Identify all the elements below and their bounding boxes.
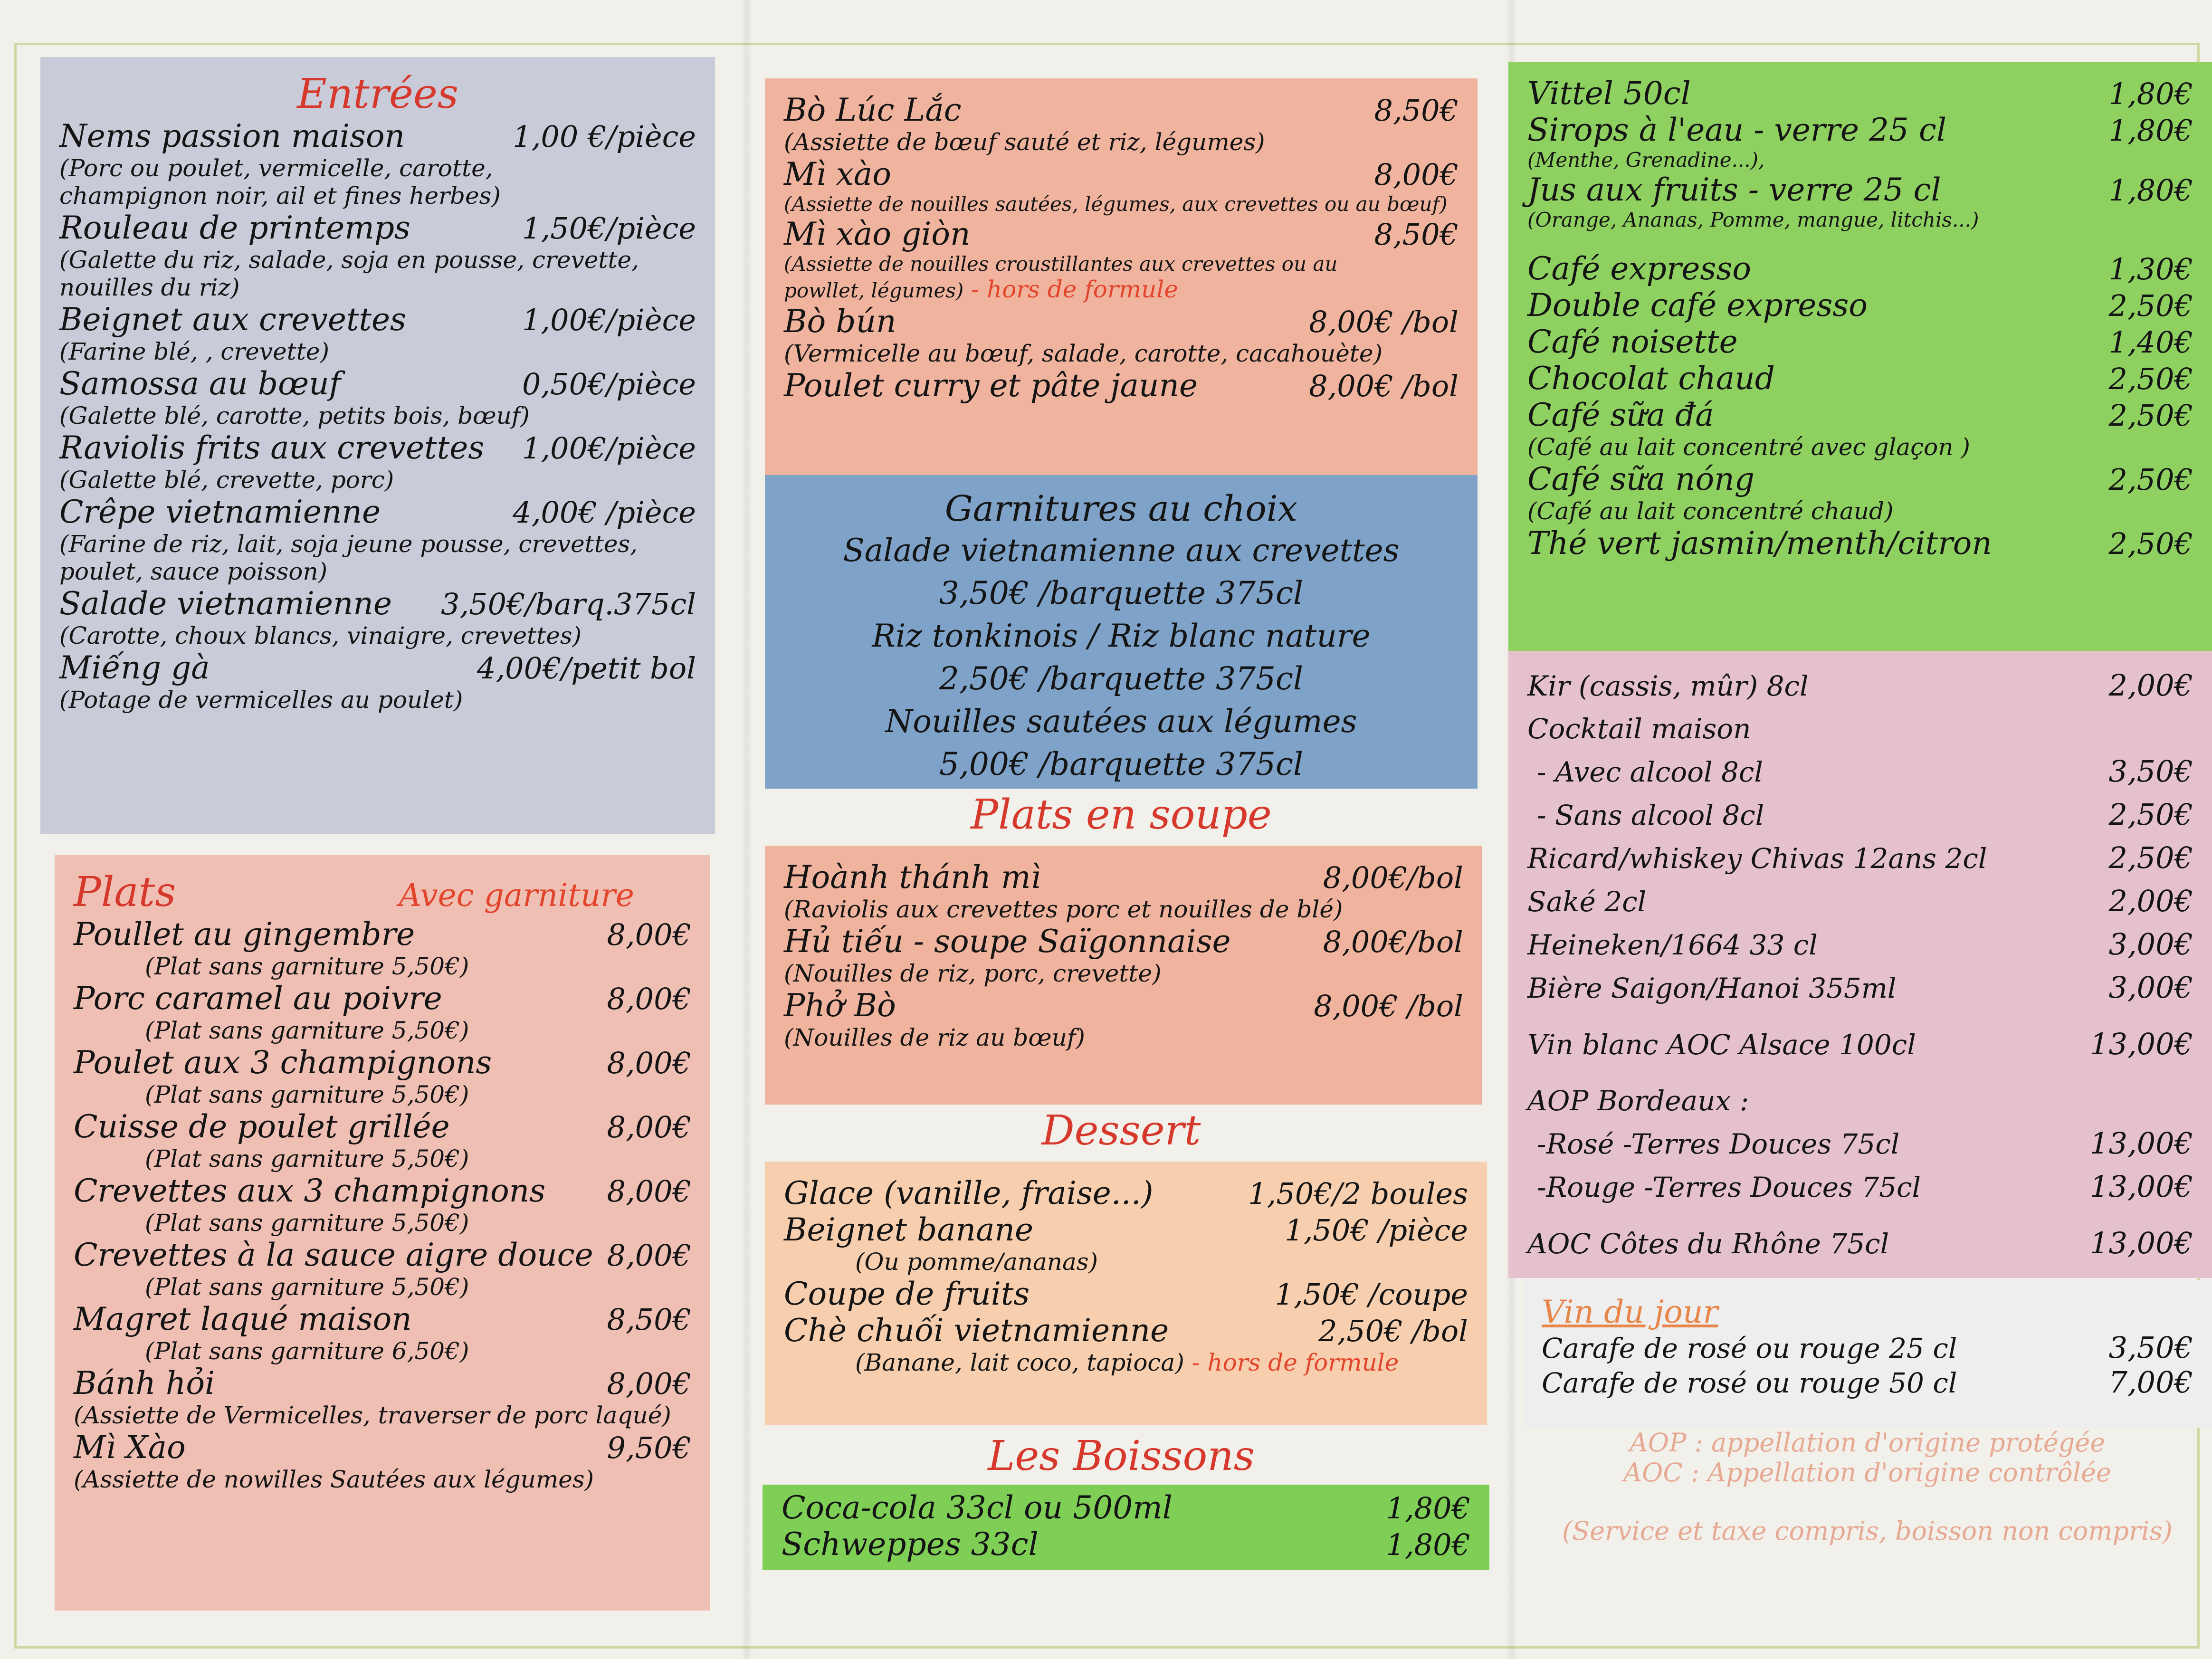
boissons-panel xyxy=(763,1485,1489,1570)
menu-item-row xyxy=(784,156,1459,192)
item-description: (Café au lait concentré chaud) xyxy=(1527,497,1894,525)
menu-item-row xyxy=(784,859,1463,896)
item-name: -Rosé -Terres Douces 75cl xyxy=(1537,1128,1900,1160)
menu-item-row xyxy=(1527,966,2193,1010)
item-description: (Porc ou poulet, vermicelle, carotte, xyxy=(59,154,493,182)
item-description: (Farine de riz, lait, soja jeune pousse, crevettes, xyxy=(59,530,638,558)
item-price: 2,50€ xyxy=(2108,398,2193,433)
menu-item-row xyxy=(1527,461,2193,497)
item-name: Poullet au gingembre xyxy=(74,916,415,953)
item-name: Café sữa đá xyxy=(1527,397,1714,433)
menu-item-row xyxy=(1527,172,2193,208)
item-price: 1,80€ xyxy=(2108,173,2193,208)
item-name: Cuisse de poulet grillée xyxy=(74,1108,450,1145)
item-description: (Potage de vermicelles au poulet) xyxy=(59,686,463,714)
entrees-title: Entrées xyxy=(297,70,458,118)
menu-item-row xyxy=(74,1429,691,1466)
item-price: 2,00€ xyxy=(2108,884,2193,918)
aop-note: AOP : appellation d'origine protégée xyxy=(1629,1428,2106,1458)
item-description: (Assiette de nouilles croustillantes aux crevettes ou au xyxy=(784,252,1338,276)
menu-item-row xyxy=(1527,837,2193,880)
item-description: poulet, sauce poisson) xyxy=(59,558,328,585)
item-price: 1,80€ xyxy=(2108,113,2193,148)
item-name: Porc caramel au poivre xyxy=(74,980,442,1017)
item-price: 1,50€ /coupe xyxy=(1275,1277,1468,1312)
garnitures-panel xyxy=(765,475,1478,789)
alcool-list xyxy=(1527,664,2193,1265)
menu-item-row xyxy=(1527,880,2193,923)
menu-item-row xyxy=(1527,1023,2193,1066)
item-price: 8,00€ /bol xyxy=(1314,989,1463,1023)
item-name: Café sữa nóng xyxy=(1527,461,1755,497)
soupe-title: Plats en soupe xyxy=(971,791,1272,839)
item-description-line xyxy=(784,1248,1468,1276)
item-price: 3,50€ xyxy=(2108,754,2193,789)
item-name: Cocktail maison xyxy=(1527,713,1751,745)
menu-item-row xyxy=(74,980,691,1017)
alcool-panel xyxy=(1508,651,2212,1278)
service-note: (Service et taxe compris, boisson non compris) xyxy=(1562,1516,2173,1546)
menu-item-row xyxy=(74,1044,691,1081)
menu-item-row xyxy=(59,301,696,338)
item-price: 13,00€ xyxy=(2090,1226,2193,1260)
item-description-line xyxy=(784,276,1459,303)
item-description: (Galette blé, crevette, porc) xyxy=(59,466,394,494)
menu-item-row xyxy=(59,118,696,154)
menu-item-row xyxy=(59,649,696,686)
garnitures-title: Garnitures au choix xyxy=(944,488,1298,529)
item-name: Phở Bò xyxy=(784,987,896,1024)
item-description: (Galette du riz, salade, soja en pousse, crevette, xyxy=(59,246,639,274)
menu-item-row xyxy=(784,92,1459,128)
menu-item-row xyxy=(1527,360,2193,397)
item-price: 2,50€ xyxy=(2108,362,2193,396)
soupe-list xyxy=(784,859,1463,1051)
item-description-line xyxy=(784,1349,1468,1376)
item-description: (Farine blé, , crevette) xyxy=(59,338,329,365)
item-price: 1,00€/pièce xyxy=(522,431,696,466)
spacer xyxy=(1527,231,2193,250)
boissons-title: Les Boissons xyxy=(988,1432,1255,1480)
menu-item-row xyxy=(59,494,696,530)
item-name: Hủ tiếu - soupe Saïgonnaise xyxy=(784,923,1231,960)
vin-title: Vin du jour xyxy=(1542,1294,1718,1330)
menu-item-row xyxy=(59,365,696,402)
item-name: - Sans alcool 8cl xyxy=(1537,799,1764,831)
item-description: powllet, légumes) xyxy=(784,279,964,302)
hors-formule-note: - hors de formule xyxy=(963,276,1178,303)
item-description: (Plat sans garniture 6,50€) xyxy=(145,1337,469,1365)
item-name: Thé vert jasmin/menth/citron xyxy=(1527,525,1992,562)
item-description: (Galette blé, carotte, petits bois, bœuf) xyxy=(59,402,530,429)
item-name: Bò Lúc Lắc xyxy=(784,92,962,128)
item-name: Jus aux fruits - verre 25 cl xyxy=(1527,172,1941,208)
dessert-panel xyxy=(765,1162,1487,1425)
menu-item-row xyxy=(1527,112,2193,148)
item-price: 8,00€ /bol xyxy=(1309,305,1459,339)
plats-list xyxy=(74,916,691,1493)
item-description: (Plat sans garniture 5,50€) xyxy=(145,1017,469,1044)
item-price: 13,00€ xyxy=(2090,1027,2193,1061)
item-name: Raviolis frits aux crevettes xyxy=(59,429,485,466)
item-name: Carafe de rosé ou rouge 25 cl xyxy=(1542,1332,1957,1364)
item-price: 8,50€ xyxy=(1374,217,1459,252)
plats-top-list xyxy=(784,92,1459,404)
vin-list xyxy=(1542,1330,2193,1400)
item-name: Coupe de fruits xyxy=(784,1276,1030,1312)
item-name: Hoành thánh mì xyxy=(784,859,1041,896)
item-description: champignon noir, ail et fines herbes) xyxy=(59,182,501,210)
item-description: (Plat sans garniture 5,50€) xyxy=(145,1145,469,1173)
item-description: (Plat sans garniture 5,50€) xyxy=(145,953,469,980)
menu-item-row xyxy=(782,1526,1470,1563)
menu-item-row xyxy=(74,1301,691,1337)
menu-item-row xyxy=(784,1276,1468,1312)
dessert-title: Dessert xyxy=(1041,1107,1201,1154)
item-price: 3,50€ xyxy=(2108,1330,2193,1365)
item-price: 8,00€/bol xyxy=(1323,860,1463,895)
item-description: (Assiette de nowilles Sautées aux légumes) xyxy=(74,1466,594,1493)
item-name: Bò bún xyxy=(784,303,896,340)
item-name: Carafe de rosé ou rouge 50 cl xyxy=(1542,1367,1957,1399)
menu-item-row xyxy=(784,1211,1468,1248)
item-name: Sirops à l'eau - verre 25 cl xyxy=(1527,112,1946,148)
item-price: 1,80€ xyxy=(2108,76,2193,111)
item-price: 1,40€ xyxy=(2108,325,2193,360)
item-price: 1,00 €/pièce xyxy=(513,119,696,154)
menu-item-row xyxy=(59,585,696,622)
menu-item-row xyxy=(74,1173,691,1209)
menu-item-row xyxy=(784,303,1459,340)
item-price: 8,50€ xyxy=(1374,93,1459,128)
menu-item-row xyxy=(782,1489,1470,1526)
item-name: Salade vietnamienne xyxy=(59,585,392,622)
item-name: Ricard/whiskey Chivas 12ans 2cl xyxy=(1527,842,1987,875)
soft-list xyxy=(1527,75,2193,562)
menu-item-row xyxy=(59,210,696,246)
item-name: Mì xào xyxy=(784,156,891,192)
item-price: 13,00€ xyxy=(2090,1126,2193,1161)
item-price: 7,00€ xyxy=(2108,1365,2193,1400)
entrees-panel xyxy=(40,57,715,834)
item-description: (Plat sans garniture 5,50€) xyxy=(145,1273,469,1301)
item-name: -Rouge -Terres Douces 75cl xyxy=(1537,1171,1921,1203)
item-price: 8,00€ xyxy=(607,1238,691,1273)
item-description: (Assiette de nouilles sautées, légumes, aux crevettes ou au bœuf) xyxy=(784,192,1448,216)
garniture-line: Riz tonkinois / Riz blanc nature xyxy=(872,618,1371,654)
item-price: 8,00€/bol xyxy=(1323,925,1463,959)
vin-panel xyxy=(1523,1280,2212,1428)
menu-item-row xyxy=(1527,1079,2193,1122)
item-price: 2,50€ xyxy=(2108,462,2193,497)
item-price: 2,50€ /bol xyxy=(1318,1314,1468,1348)
boissons-list xyxy=(782,1489,1470,1563)
item-price: 3,00€ xyxy=(2108,970,2193,1005)
menu-item-row xyxy=(784,1312,1468,1349)
item-description: (Nouilles de riz, porc, crevette) xyxy=(784,960,1162,987)
item-name: Café expresso xyxy=(1527,250,1751,287)
item-price: 8,00€ xyxy=(1374,157,1459,192)
item-description: (Plat sans garniture 5,50€) xyxy=(145,1209,469,1237)
menu-item-row xyxy=(1527,75,2193,112)
item-price: 1,50€/pièce xyxy=(522,211,696,246)
item-name: Bière Saigon/Hanoi 355ml xyxy=(1527,972,1897,1004)
menu-item-row xyxy=(1527,525,2193,562)
item-price: 1,50€/2 boules xyxy=(1248,1176,1468,1211)
item-name: Nems passion maison xyxy=(59,118,405,154)
item-name: Coca-cola 33cl ou 500ml xyxy=(782,1489,1173,1526)
item-name: Vin blanc AOC Alsace 100cl xyxy=(1527,1029,1916,1061)
garnitures-list xyxy=(784,529,1459,786)
item-price: 1,00€/pièce xyxy=(522,303,696,337)
item-price: 13,00€ xyxy=(2090,1169,2193,1204)
menu-item-row xyxy=(74,1108,691,1145)
item-price: 9,50€ xyxy=(607,1430,691,1465)
item-description: (Menthe, Grenadine...), xyxy=(1527,148,1765,172)
item-name: Chè chuối vietnamienne xyxy=(784,1312,1169,1349)
menu-item-row xyxy=(1527,287,2193,324)
hors-formule-note: - hors de formule xyxy=(1184,1349,1399,1376)
menu-item-row xyxy=(1527,1122,2193,1165)
item-description: (Banane, lait coco, tapioca) xyxy=(855,1349,1184,1376)
item-name: Kir (cassis, mûr) 8cl xyxy=(1527,670,1809,702)
item-name: Glace (vanille, fraise...) xyxy=(784,1175,1154,1211)
menu-item-row xyxy=(1527,397,2193,433)
dessert-list xyxy=(784,1175,1468,1376)
item-description: (Assiette de Vermicelles, traverser de porc laqué) xyxy=(74,1402,671,1429)
item-description: (Raviolis aux crevettes porc et nouilles de blé) xyxy=(784,896,1343,923)
item-price: 8,00€ xyxy=(607,1366,691,1401)
item-name: Vittel 50cl xyxy=(1527,75,1691,112)
plats-subtitle: Avec garniture xyxy=(399,877,634,914)
item-price: 1,80€ xyxy=(1386,1527,1470,1562)
aoc-note: AOC : Appellation d'origine contrôlée xyxy=(1623,1458,2111,1487)
menu-item-row xyxy=(74,916,691,953)
item-name: Samossa au bœuf xyxy=(59,365,341,402)
menu-item-row xyxy=(784,1175,1468,1211)
item-name: Mì Xào xyxy=(74,1429,186,1466)
item-name: Poulet curry et pâte jaune xyxy=(784,367,1198,404)
item-name: AOC Côtes du Rhône 75cl xyxy=(1527,1228,1889,1260)
menu-item-row xyxy=(1527,707,2193,750)
menu-item-row xyxy=(1527,250,2193,287)
item-price: 2,50€ xyxy=(2108,797,2193,832)
item-name: Bánh hỏi xyxy=(74,1365,215,1402)
menu-item-row xyxy=(1527,923,2193,966)
item-price: 8,00€ xyxy=(607,917,691,952)
item-name: - Avec alcool 8cl xyxy=(1537,756,1763,788)
item-price: 8,00€ xyxy=(607,1174,691,1209)
item-price: 8,00€ /bol xyxy=(1309,369,1459,403)
item-name: Beignet banane xyxy=(784,1211,1034,1248)
item-price: 1,50€ /pièce xyxy=(1285,1213,1468,1248)
menu-item-row xyxy=(1542,1330,2193,1365)
menu-item-row xyxy=(1527,324,2193,360)
item-name: Beignet aux crevettes xyxy=(59,301,406,338)
menu-item-row xyxy=(1527,1165,2193,1209)
item-description: (Vermicelle au bœuf, salade, carotte, cacahouète) xyxy=(784,340,1382,367)
garniture-line: 3,50€ /barquette 375cl xyxy=(939,575,1304,611)
item-description: (Nouilles de riz au bœuf) xyxy=(784,1024,1085,1051)
menu-item-row xyxy=(74,1365,691,1402)
item-name: Heineken/1664 33 cl xyxy=(1527,929,1818,961)
item-description: (Ou pomme/ananas) xyxy=(855,1248,1098,1276)
menu-item-row xyxy=(59,429,696,466)
item-name: Schweppes 33cl xyxy=(782,1526,1039,1563)
item-price: 8,00€ xyxy=(607,1046,691,1080)
menu-item-row xyxy=(784,367,1459,404)
item-price: 2,50€ xyxy=(2108,288,2193,323)
item-description: (Orange, Ananas, Pomme, mangue, litchis...) xyxy=(1527,208,1979,231)
item-price: 1,80€ xyxy=(1386,1491,1470,1526)
menu-item-row xyxy=(74,1237,691,1273)
item-price: 8,00€ xyxy=(607,982,691,1016)
footer-notes xyxy=(1523,1428,2212,1546)
item-name: AOP Bordeaux : xyxy=(1527,1085,1749,1117)
item-price: 1,30€ xyxy=(2108,252,2193,286)
item-name: Magret laqué maison xyxy=(74,1301,412,1337)
item-price: 0,50€/pièce xyxy=(522,367,696,401)
item-price: 4,00€/petit bol xyxy=(477,651,696,686)
item-name: Rouleau de printemps xyxy=(59,210,410,246)
item-description: (Plat sans garniture 5,50€) xyxy=(145,1081,469,1108)
menu-item-row xyxy=(784,923,1463,960)
menu-item-row xyxy=(1542,1365,2193,1400)
item-description: nouilles du riz) xyxy=(59,274,240,301)
menu-item-row xyxy=(1527,793,2193,837)
garniture-line: 5,00€ /barquette 375cl xyxy=(939,746,1304,782)
item-name: Double café expresso xyxy=(1527,287,1868,324)
menu-item-row xyxy=(1527,750,2193,793)
menu-item-row xyxy=(1527,664,2193,707)
item-name: Miếng gà xyxy=(59,649,210,686)
item-name: Crêpe vietnamienne xyxy=(59,494,381,530)
plats-title: Plats xyxy=(74,868,176,916)
garniture-line: 2,50€ /barquette 375cl xyxy=(939,660,1304,697)
soft-panel xyxy=(1508,62,2212,651)
entrees-list xyxy=(59,118,696,714)
menu-item-row xyxy=(1527,1222,2193,1265)
menu-item-row xyxy=(784,987,1463,1024)
item-name: Mì xào giòn xyxy=(784,216,971,252)
item-name: Saké 2cl xyxy=(1527,886,1647,918)
item-name: Crevettes à la sauce aigre douce xyxy=(74,1237,593,1273)
soupe-panel xyxy=(765,846,1482,1105)
item-name: Crevettes aux 3 champignons xyxy=(74,1173,546,1209)
menu-item-row xyxy=(784,216,1459,252)
item-name: Poulet aux 3 champignons xyxy=(74,1044,492,1081)
item-description: (Carotte, choux blancs, vinaigre, crevettes) xyxy=(59,622,582,649)
item-price: 4,00€ /pièce xyxy=(513,495,696,530)
item-description: (Assiette de bœuf sauté et riz, légumes) xyxy=(784,128,1265,156)
garniture-line: Nouilles sautées aux légumes xyxy=(885,703,1357,740)
item-price: 8,50€ xyxy=(607,1302,691,1337)
item-price: 2,50€ xyxy=(2108,526,2193,561)
item-price: 2,00€ xyxy=(2108,668,2193,703)
plats-panel xyxy=(55,855,710,1611)
item-name: Chocolat chaud xyxy=(1527,360,1775,397)
fold-line xyxy=(741,0,753,1659)
garniture-line: Salade vietnamienne aux crevettes xyxy=(843,532,1400,569)
item-price: 3,50€/barq.375cl xyxy=(441,587,696,621)
plats-top-panel xyxy=(765,78,1478,475)
item-price: 3,00€ xyxy=(2108,927,2193,962)
item-price: 2,50€ xyxy=(2108,840,2193,875)
item-description: (Café au lait concentré avec glaçon ) xyxy=(1527,433,1970,461)
item-price: 8,00€ xyxy=(607,1110,691,1144)
item-name: Café noisette xyxy=(1527,324,1738,360)
